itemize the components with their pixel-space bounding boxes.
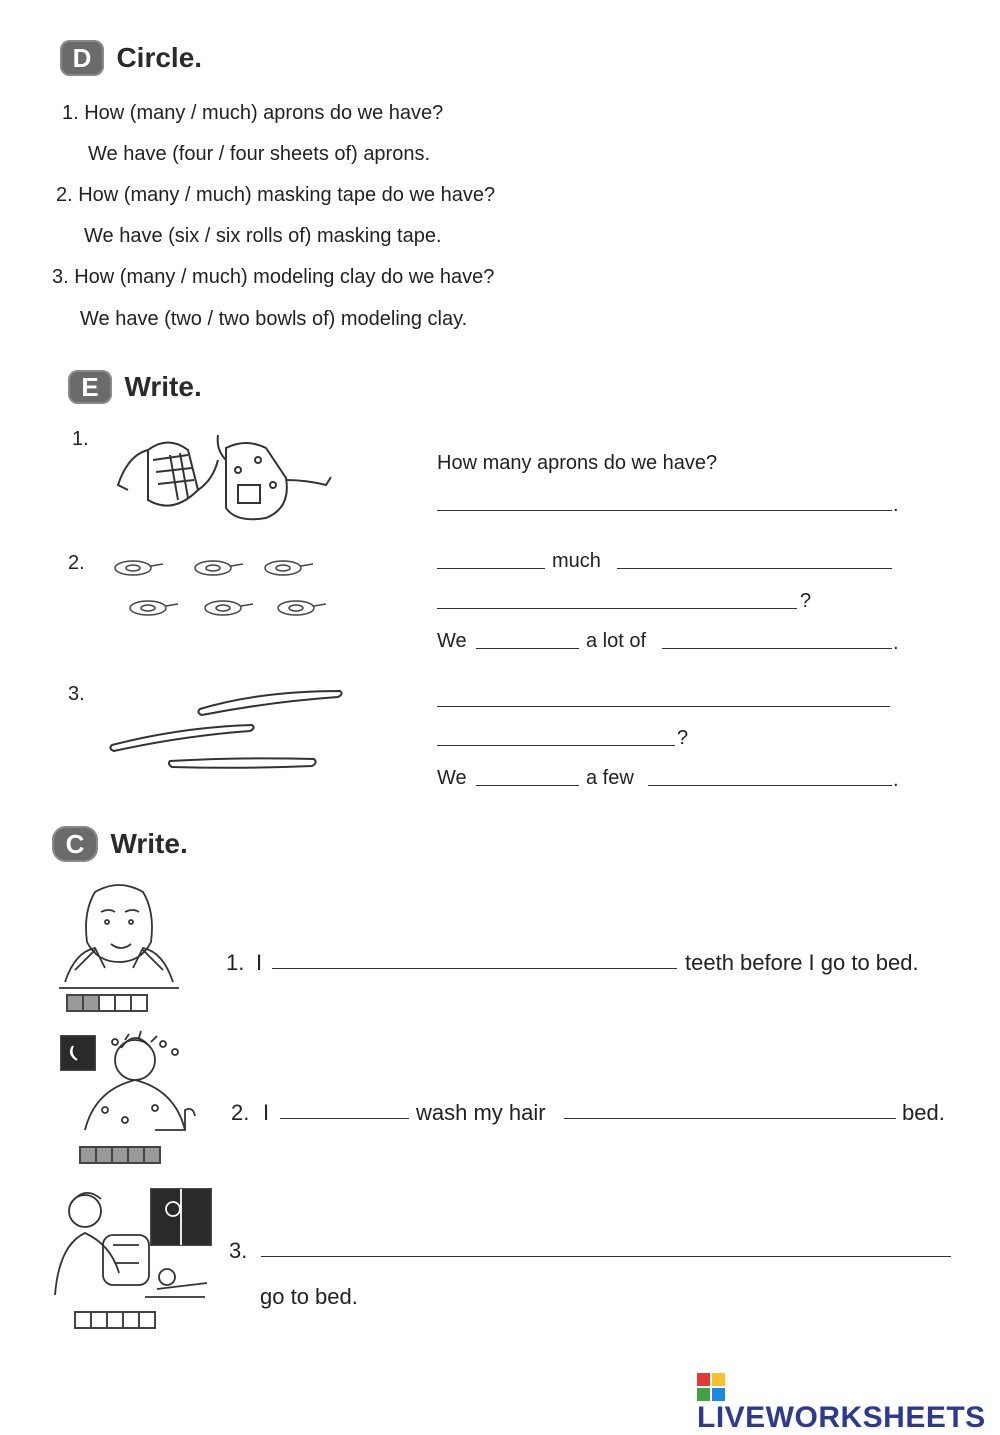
e2-blank-4[interactable] — [476, 648, 579, 649]
brand-name: LIVEWORKSHEETS — [697, 1401, 986, 1434]
e3-blank-4[interactable] — [648, 785, 892, 786]
d-question-3: 3. How (many / much) modeling clay do we have? — [52, 266, 495, 288]
c1-I: I — [256, 950, 263, 975]
e2-period: . — [893, 632, 899, 654]
frequency-boxes-1 — [66, 994, 146, 1017]
e3-blank-2[interactable] — [437, 745, 675, 746]
e-num-1: 1. — [72, 428, 89, 450]
e2-much: much — [552, 550, 601, 572]
frequency-boxes-2 — [79, 1146, 159, 1169]
lw-icon — [697, 1373, 725, 1401]
section-d-badge: D — [60, 40, 104, 76]
e3-blank-1[interactable] — [437, 706, 890, 707]
section-d-title: Circle. — [116, 42, 203, 73]
clay-sticks-illustration — [108, 685, 348, 775]
d-question-2: 2. How (many / much) masking tape do we have? — [56, 184, 496, 206]
liveworksheets-logo[interactable] — [697, 1373, 1000, 1435]
tape-rolls-illustration — [108, 552, 340, 627]
e-num-3: 3. — [68, 683, 85, 705]
e1-answer-line[interactable] — [437, 510, 892, 511]
e2-blank-3[interactable] — [437, 608, 797, 609]
e3-period: . — [893, 769, 899, 791]
frequency-boxes-3 — [74, 1311, 154, 1334]
e1-question: How many aprons do we have? — [437, 452, 718, 474]
freq2-box-5 — [143, 1146, 161, 1164]
section-c-header — [52, 826, 188, 862]
c1-blank[interactable] — [272, 968, 677, 969]
e3-qmark: ? — [677, 727, 689, 749]
c1-ending: teeth before I go to bed. — [685, 950, 919, 975]
aprons-illustration — [108, 430, 340, 530]
c2-number: 2. — [231, 1100, 250, 1125]
e3-we: We — [437, 767, 467, 789]
c2-blank-2[interactable] — [564, 1118, 896, 1119]
e-num-2: 2. — [68, 552, 85, 574]
boy-packing-bag-illustration — [45, 1185, 217, 1299]
c3-blank[interactable] — [261, 1256, 951, 1257]
e1-period: . — [893, 494, 899, 516]
e2-blank-1[interactable] — [437, 568, 545, 569]
section-e-title: Write. — [124, 371, 202, 402]
d-answer-3: We have (two / two bowls of) modeling clay. — [80, 308, 468, 330]
freq3-box-5 — [138, 1311, 156, 1329]
freq1-box-5 — [130, 994, 148, 1012]
girl-brushing-teeth-illustration — [55, 882, 183, 990]
e3-blank-3[interactable] — [476, 785, 579, 786]
section-e-header — [68, 370, 202, 404]
d-answer-1: We have (four / four sheets of) aprons. — [88, 143, 431, 165]
c2-blank-1[interactable] — [280, 1118, 409, 1119]
e2-qmark: ? — [800, 590, 812, 612]
section-e-badge: E — [68, 370, 112, 404]
e2-we: We — [437, 630, 467, 652]
c3-ending: go to bed. — [260, 1284, 358, 1309]
e3-afew: a few — [586, 767, 634, 789]
c2-I: I — [263, 1100, 270, 1125]
d-answer-2: We have (six / six rolls of) masking tape. — [84, 225, 442, 247]
e2-blank-5[interactable] — [662, 648, 892, 649]
c2-ending: bed. — [902, 1100, 945, 1125]
washing-hair-illustration — [55, 1030, 205, 1138]
c3-number: 3. — [229, 1238, 248, 1263]
c2-middle: wash my hair — [416, 1100, 546, 1125]
section-d-header — [60, 40, 202, 76]
section-c-title: Write. — [110, 828, 188, 859]
d-question-1: 1. How (many / much) aprons do we have? — [62, 102, 444, 124]
c1-number: 1. — [226, 950, 245, 975]
section-c-badge: C — [52, 826, 98, 862]
e2-blank-2[interactable] — [617, 568, 892, 569]
e2-alotof: a lot of — [586, 630, 647, 652]
